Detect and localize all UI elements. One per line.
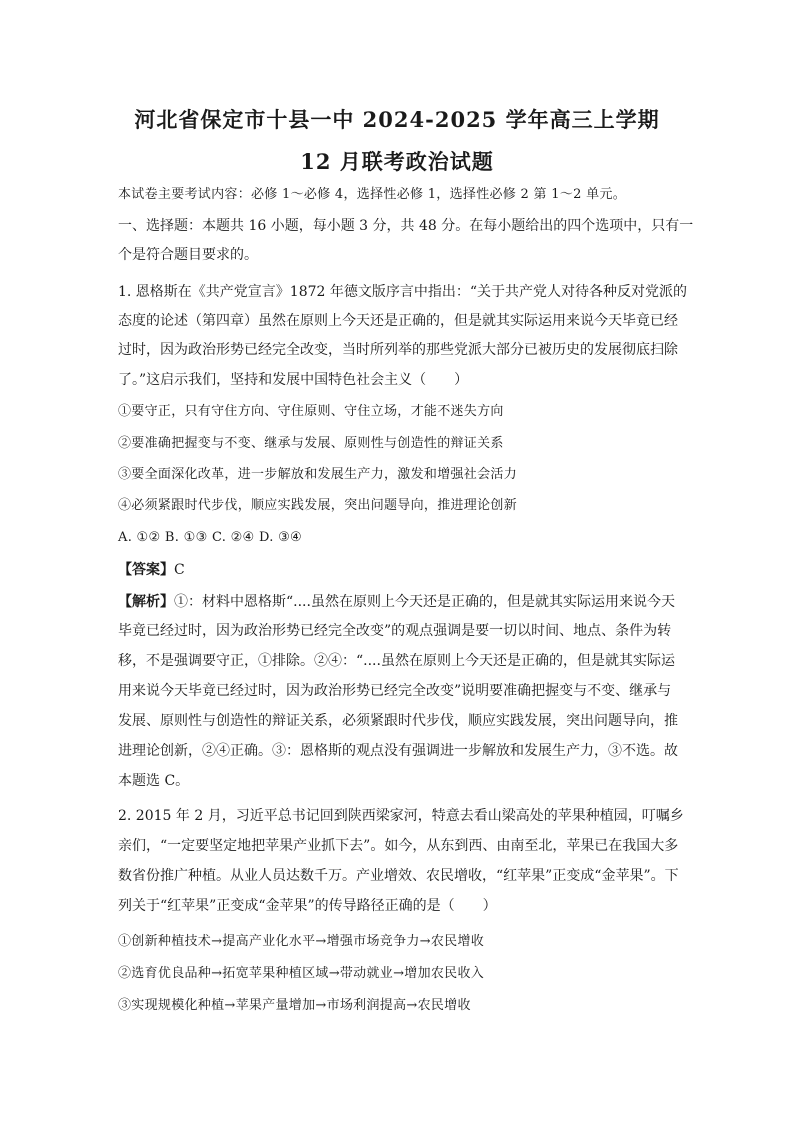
- document-title-line2: 12 月联考政治试题: [300, 149, 494, 174]
- q1-option-1: ①要守正，只有守住方向、守住原则、守住立场，才能不迷失方向: [118, 404, 504, 419]
- q2-stem-line2: 亲们，“一定要坚定地把苹果产业抓下去”。如今，从东到西、由南至北，苹果已在我国大多: [118, 838, 679, 854]
- q2-stem-line1: 2. 2015 年 2 月，习近平总书记回到陕西梁家河，特意去看山梁高处的苹果种植园，叮嘱乡: [118, 808, 684, 824]
- q1-option-2: ②要准确把握变与不变、继承与发展、原则性与创造性的辩证关系: [118, 436, 504, 451]
- q2-stem-line4: 列关于“红苹果”正变成“金苹果”的传导路径正确的是（ ）: [118, 898, 497, 914]
- q1-option-4: ④必须紧跟时代步伐，顺应实践发展，突出问题导向，推进理论创新: [118, 498, 518, 513]
- section-heading-line2: 个是符合题目要求的。: [118, 247, 258, 263]
- q2-option-3: ③实现规模化种植→苹果产量增加→市场利润提高→农民增收: [118, 998, 471, 1013]
- q1-stem-line2: 态度的论述（第四章）虽然在原则上今天还是正确的，但是就其实际运用来说今天毕竟已经: [118, 313, 678, 329]
- q1-analysis-line4: 用来说今天毕竟已经过时，因为政治形势已经完全改变”说明要准确把握变与不变、继承与: [118, 683, 672, 699]
- answer-value: C: [174, 562, 185, 578]
- q1-analysis-line7: 本题选 C。: [118, 773, 190, 789]
- q1-stem-line3: 过时，因为政治形势已经完全改变，当时所列举的那些党派大部分已被历史的发展彻底扫除: [118, 342, 678, 358]
- analysis-label: 【解析】: [118, 594, 174, 610]
- section-heading-line1: 一、选择题：本题共 16 小题，每小题 3 分，共 48 分。在每小题给出的四个选项中，只有一: [118, 218, 694, 234]
- q1-choices: A. ①② B. ①③ C. ②④ D. ③④: [118, 530, 302, 545]
- q2-option-1: ①创新种植技术→提高产业化水平→增强市场竞争力→农民增收: [118, 934, 485, 949]
- analysis-text: ①：材料中恩格斯“....虽然在原则上今天还是正确的，但是就其实际运用来说今天: [174, 594, 675, 610]
- q1-analysis-line1: [118, 592, 678, 612]
- q1-stem-line1: 1. 恩格斯在《共产党宣言》1872 年德文版序言中指出：“关于共产党人对待各种反对党派的: [118, 284, 688, 300]
- q1-answer: [118, 560, 678, 580]
- q1-option-3: ③要全面深化改革，进一步解放和发展生产力，激发和增强社会活力: [118, 467, 518, 482]
- q2-stem-line3: 数省份推广种植。从业人员达数千万。产业增效、农民增收，“红苹果”正变成“金苹果”。下: [118, 868, 679, 884]
- answer-label: 【答案】: [118, 562, 174, 578]
- q1-analysis-line6: 进理论创新，②④正确。③：恩格斯的观点没有强调进一步解放和发展生产力，③不选。故: [118, 743, 678, 759]
- q2-option-2: ②选育优良品种→拓宽苹果种植区域→带动就业→增加农民收入: [118, 966, 485, 981]
- document-title-line1: 河北省保定市十县一中 2024-2025 学年高三上学期: [134, 107, 660, 132]
- q1-analysis-line3: 移，不是强调要守正，①排除。②④：“....虽然在原则上今天还是正确的，但是就其实际运: [118, 653, 675, 669]
- q1-stem-line4: 了。”这启示我们，坚持和发展中国特色社会主义（ ）: [118, 372, 469, 388]
- q1-analysis-line2: 毕竟已经过时，因为政治形势已经完全改变”的观点强调是要一切以时间、地点、条件为转: [118, 623, 672, 639]
- exam-scope-intro: 本试卷主要考试内容：必修 1～必修 4，选择性必修 1，选择性必修 2 第 1～2 单元。: [118, 187, 627, 202]
- q1-analysis-line5: 发展、原则性与创造性的辩证关系，必须紧跟时代步伐，顺应实践发展，突出问题导向，推: [118, 713, 678, 729]
